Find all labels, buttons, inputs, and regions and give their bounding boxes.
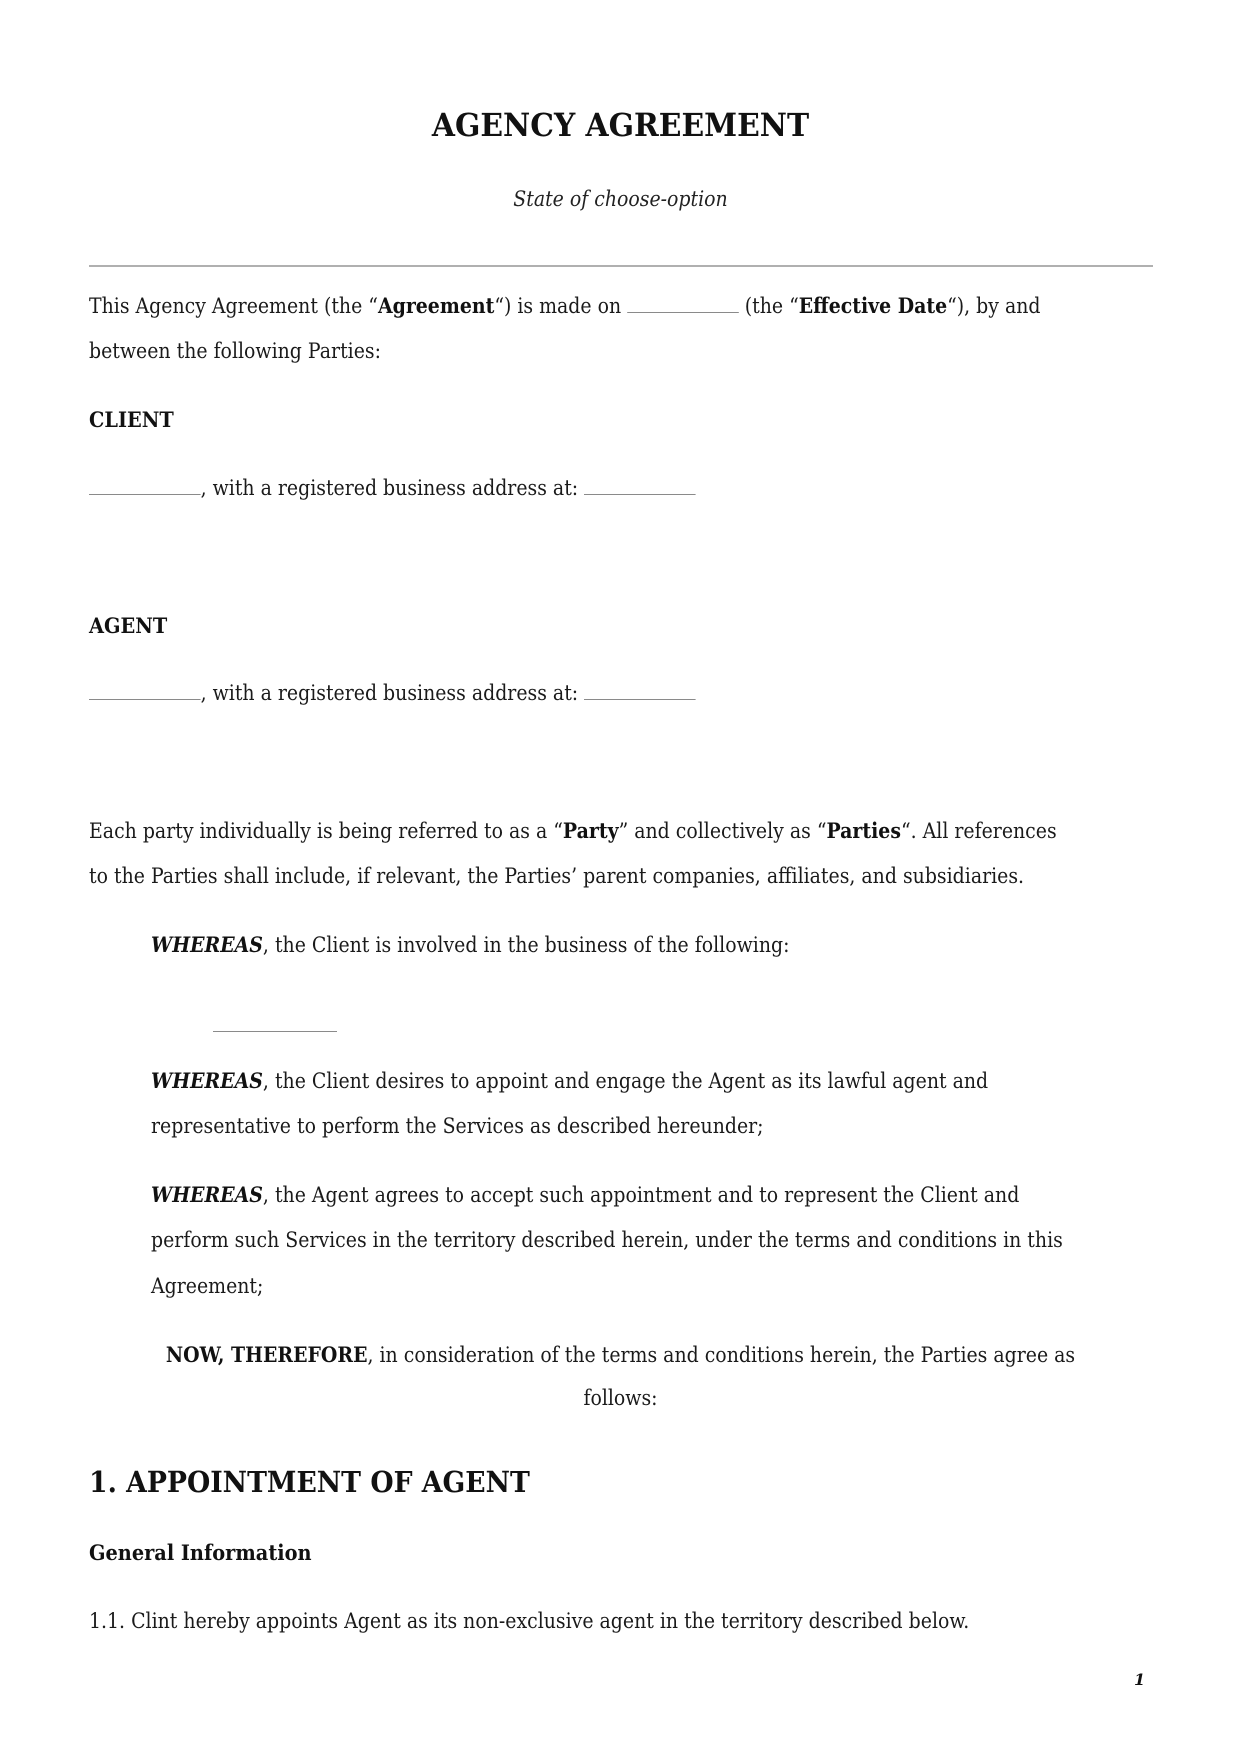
- effective-date-term: Effective Date: [798, 293, 948, 318]
- whereas-keyword: WHEREAS: [151, 932, 263, 957]
- parties-text: Each party individually is being referred to as a “: [89, 819, 563, 843]
- whereas-keyword: WHEREAS: [151, 1182, 263, 1207]
- document-title: AGENCY AGREEMENT: [431, 106, 810, 144]
- whereas-3-line-1: [151, 1182, 1019, 1207]
- agent-address-blank[interactable]: [584, 681, 696, 700]
- whereas-text: , the Client desires to appoint and engage the Agent as its lawful agent and: [262, 1069, 989, 1093]
- intro-text: “) is made on: [494, 294, 628, 318]
- business-description-blank[interactable]: [213, 1031, 337, 1032]
- agent-address-text: , with a registered business address at:: [200, 681, 585, 705]
- intro-text: “), by and: [947, 294, 1041, 318]
- agent-heading: AGENT: [89, 613, 168, 638]
- section-1-subheading: General Information: [89, 1540, 312, 1565]
- now-therefore-line-1: [62, 1342, 1179, 1367]
- whereas-3-line-2: perform such Services in the territory described herein, under the terms and conditions in this: [151, 1228, 1063, 1252]
- client-address-line: [89, 476, 696, 500]
- parties-text: ” and collectively as “: [618, 819, 827, 843]
- now-therefore-text: , in consideration of the terms and conditions herein, the Parties agree as: [367, 1343, 1076, 1367]
- whereas-2-line-1: [151, 1068, 988, 1093]
- parties-text: “. All references: [900, 819, 1057, 843]
- clause-1-1: 1.1. Clint hereby appoints Agent as its non-exclusive agent in the territory described below.: [89, 1609, 970, 1633]
- horizontal-divider: [89, 265, 1153, 267]
- effective-date-blank[interactable]: [627, 294, 739, 313]
- whereas-text: , the Agent agrees to accept such appointment and to represent the Client and: [262, 1183, 1020, 1207]
- now-therefore-line-2: follows:: [583, 1386, 658, 1410]
- parties-line-1: [89, 818, 1057, 843]
- whereas-2-line-2: representative to perform the Services as described hereunder;: [151, 1114, 764, 1138]
- whereas-3-line-3: Agreement;: [151, 1274, 264, 1298]
- parties-line-2: to the Parties shall include, if relevant, the Parties’ parent companies, affiliates, and subsidiaries.: [89, 864, 1025, 888]
- document-subtitle: State of choose-option: [513, 187, 728, 211]
- agreement-term: Agreement: [377, 293, 495, 318]
- agent-name-blank[interactable]: [89, 681, 201, 700]
- whereas-1-line-1: [151, 932, 789, 957]
- whereas-keyword: WHEREAS: [151, 1068, 263, 1093]
- page-number: 1: [1134, 1670, 1146, 1689]
- intro-line-2: between the following Parties:: [89, 339, 381, 363]
- section-1-heading: 1. APPOINTMENT OF AGENT: [89, 1465, 530, 1499]
- intro-text: This Agency Agreement (the “: [89, 294, 378, 318]
- intro-line-1: [89, 293, 1040, 318]
- intro-text: (the “: [738, 294, 799, 318]
- client-heading: CLIENT: [89, 407, 174, 432]
- agent-address-line: [89, 681, 696, 705]
- party-term: Party: [562, 818, 619, 843]
- client-address-blank[interactable]: [584, 476, 696, 495]
- client-address-text: , with a registered business address at:: [200, 476, 585, 500]
- now-therefore-keyword: NOW, THEREFORE: [165, 1342, 368, 1367]
- whereas-text: , the Client is involved in the business of the following:: [262, 933, 790, 957]
- client-name-blank[interactable]: [89, 476, 201, 495]
- parties-term: Parties: [826, 818, 901, 843]
